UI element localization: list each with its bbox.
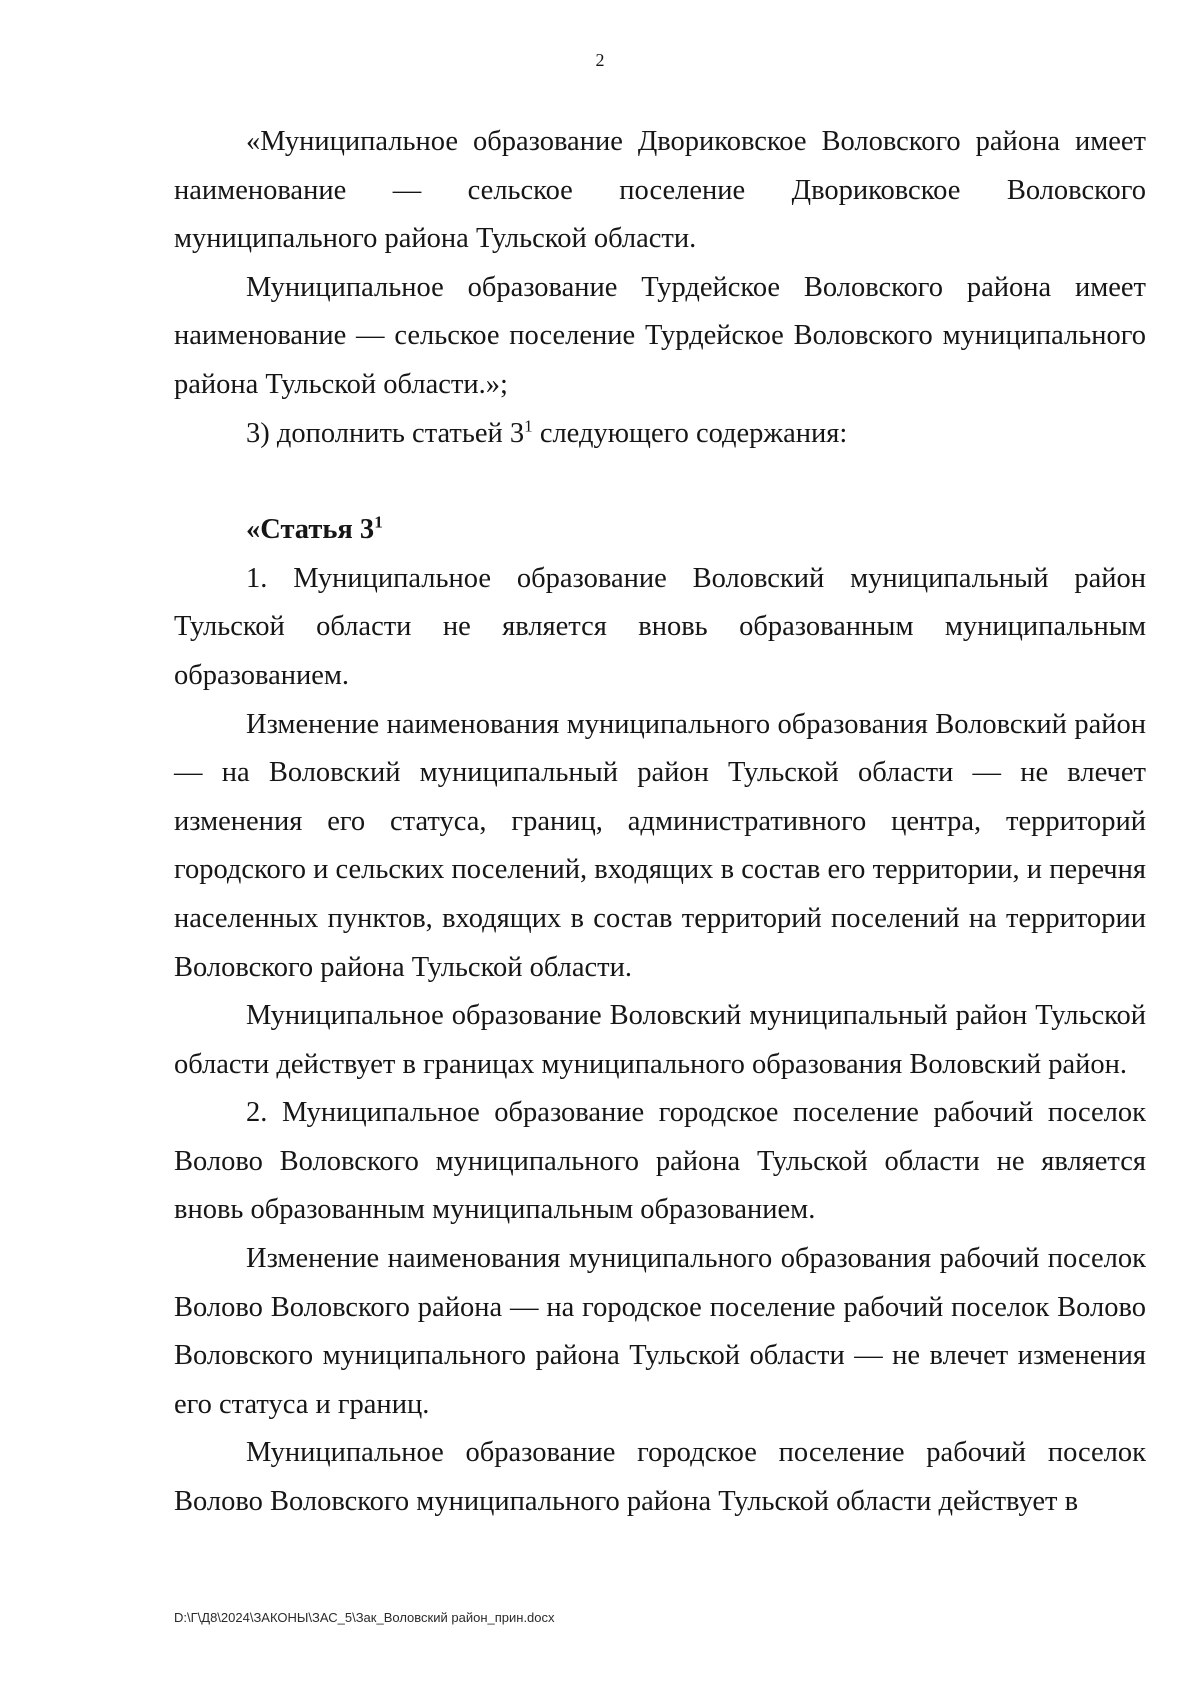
footer-file-path: D:\Г\Д8\2024\ЗАКОНЫ\ЗАС_5\Зак_Воловский район_прин.docx	[174, 1610, 555, 1625]
paragraph-dvorikovskoe: «Муниципальное образование Двориковское Воловского района имеет наименование — сельское поселение Двориковское Воловского муниципального района Тульской области.	[174, 126, 1146, 255]
amendment-prefix: 3) дополнить статьей 3	[246, 417, 525, 449]
article-paragraph-1: 1. Муниципальное образование Воловский муниципальный район Тульской области не является вновь образованным муниципальным образованием.	[174, 562, 1146, 691]
article-paragraph-3: Муниципальное образование Воловский муниципальный район Тульской области действует в границах муниципального образования Воловский район.	[174, 1000, 1146, 1080]
article-paragraph-5: Изменение наименования муниципального образования рабочий поселок Волово Воловского района — на городское поселение рабочий поселок Волово Воловского муниципального района Тульской области — не влечет изменения его статуса и границ.	[174, 1243, 1146, 1420]
article-paragraph-2: Изменение наименования муниципального образования Воловский район — на Воловский муниципальный район Тульской области — не влечет изменения его статуса, границ, административного центра, территорий городского и сельских поселений, входящих в состав его территории, и перечня населенных пунктов, входящих в состав территорий поселений на территории Воловского района Тульской области.	[174, 708, 1146, 983]
article-paragraph-6: Муниципальное образование городское поселение рабочий поселок Волово Воловского муниципального района Тульской области действует в	[174, 1437, 1146, 1518]
section-spacer	[174, 458, 1146, 506]
amendment-suffix: следующего содержания:	[532, 417, 848, 449]
article-heading	[174, 506, 1146, 555]
article-paragraph-4: 2. Муниципальное образование городское поселение рабочий поселок Волово Воловского муниципального района Тульской области не является вновь образованным муниципальным образованием.	[174, 1097, 1146, 1226]
page-number: 2	[595, 50, 605, 70]
article-heading-prefix: «Статья 3	[246, 514, 375, 546]
amendment-superscript: 1	[524, 416, 533, 436]
article-heading-superscript: 1	[374, 512, 383, 532]
amendment-item-3	[174, 410, 1146, 459]
document-body	[174, 118, 1146, 1527]
paragraph-turdeyskoe: Муниципальное образование Турдейское Воловского района имеет наименование — сельское поселение Турдейское Воловского муниципального района Тульской области.»;	[174, 271, 1146, 400]
